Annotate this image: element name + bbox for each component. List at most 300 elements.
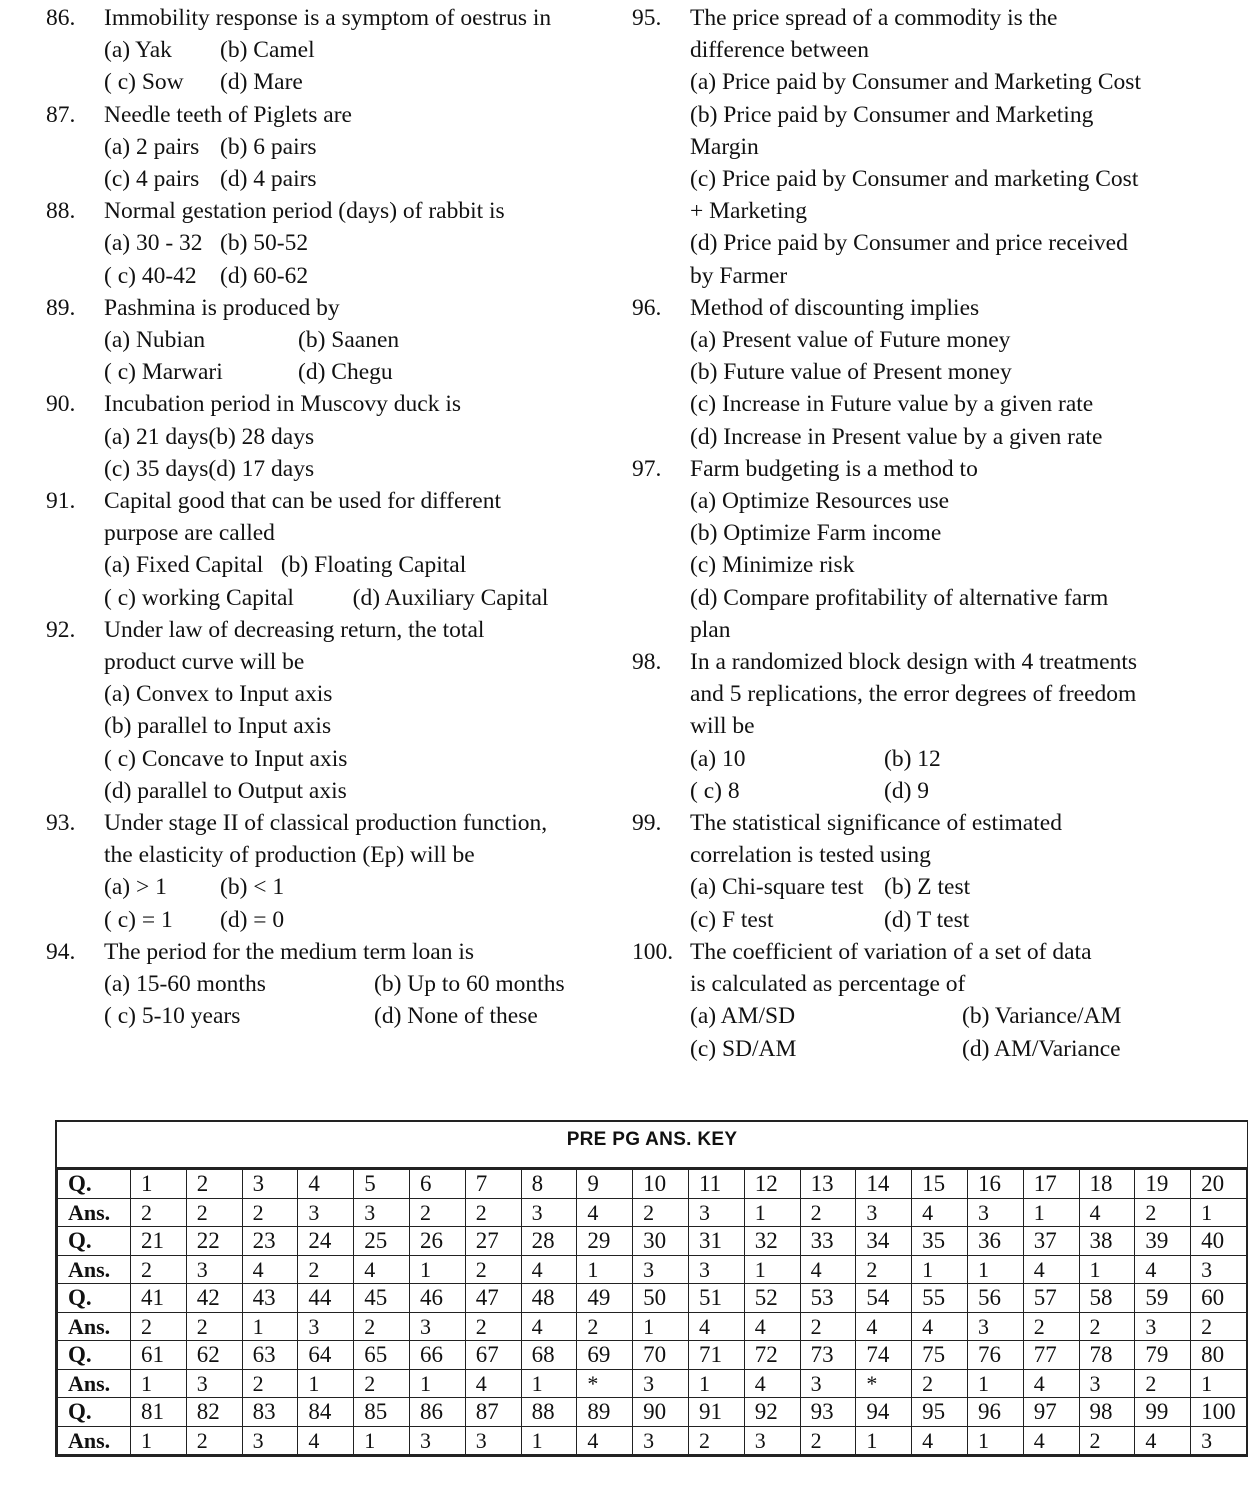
- answer-cell: 3: [298, 1312, 354, 1341]
- question-stem: Under law of decreasing return, the total: [104, 616, 485, 643]
- question-number-cell: 13: [800, 1170, 856, 1199]
- question-98: [632, 646, 1242, 807]
- option: (d) 4 pairs: [220, 166, 317, 193]
- answer-cell: 2: [1023, 1312, 1079, 1341]
- answer-cell: 1: [131, 1426, 187, 1455]
- answer-cell: 3: [744, 1426, 800, 1455]
- question-number-cell: 58: [1079, 1284, 1135, 1313]
- option: (b) 12: [884, 745, 941, 772]
- question-stem: The period for the medium term loan is: [104, 938, 475, 965]
- answer-cell: 3: [1191, 1255, 1247, 1284]
- option: (a) 2 pairs: [104, 133, 200, 160]
- option: (b) 6 pairs: [220, 133, 317, 160]
- option-list: [104, 678, 616, 807]
- answer-cell: 3: [856, 1198, 912, 1227]
- answer-cell: 1: [1079, 1255, 1135, 1284]
- answer-cell: 2: [186, 1312, 242, 1341]
- answer-cell: 4: [1079, 1198, 1135, 1227]
- question-99: [632, 807, 1242, 936]
- answer-cell: 3: [298, 1198, 354, 1227]
- question-number-cell: 64: [298, 1341, 354, 1370]
- question-number-cell: 40: [1191, 1227, 1247, 1256]
- answer-key-table: [55, 1120, 1248, 1457]
- option: by Farmer: [690, 262, 788, 289]
- answer-cell: 1: [577, 1255, 633, 1284]
- question-number-cell: 35: [912, 1227, 968, 1256]
- answer-cell: 3: [1079, 1369, 1135, 1398]
- question-86: [46, 2, 616, 99]
- question-number-cell: 67: [465, 1341, 521, 1370]
- question-stem: Normal gestation period (days) of rabbit is: [104, 198, 505, 225]
- question-stem: Immobility response is a symptom of oestrus in: [104, 5, 552, 31]
- answer-cell: 4: [1135, 1255, 1191, 1284]
- answer-cell: 2: [577, 1312, 633, 1341]
- option: (d) parallel to Output axis: [104, 777, 347, 804]
- question-100: [632, 936, 1242, 1065]
- question-number-cell: 77: [1023, 1341, 1079, 1370]
- question-number-cell: 63: [242, 1341, 298, 1370]
- answer-cell: 2: [465, 1198, 521, 1227]
- q-row-label: Q.: [58, 1341, 131, 1370]
- question-stem: product curve will be: [104, 649, 305, 676]
- question-number-cell: 81: [131, 1398, 187, 1427]
- answer-cell: 2: [186, 1198, 242, 1227]
- question-number: 89.: [46, 294, 76, 321]
- answer-cell: 2: [242, 1369, 298, 1398]
- question-92: [46, 614, 616, 807]
- question-number-cell: 17: [1023, 1170, 1079, 1199]
- answer-row: [58, 1198, 1247, 1227]
- question-number-cell: 70: [633, 1341, 689, 1370]
- option: (b) Price paid by Consumer and Marketing: [690, 101, 1094, 128]
- question-number-cell: 36: [967, 1227, 1023, 1256]
- question-89: [46, 292, 616, 389]
- question-stem: purpose are called: [104, 520, 275, 547]
- answer-cell: 3: [409, 1312, 465, 1341]
- question-number-cell: 98: [1079, 1398, 1135, 1427]
- question-number-cell: 18: [1079, 1170, 1135, 1199]
- question-number-cell: 27: [465, 1227, 521, 1256]
- answer-cell: 1: [521, 1369, 577, 1398]
- answer-cell: 3: [633, 1369, 689, 1398]
- option: (a) 15-60 months: [104, 971, 266, 998]
- question-number-cell: 79: [1135, 1341, 1191, 1370]
- q-row-label: Q.: [58, 1398, 131, 1427]
- question-number-cell: 10: [633, 1170, 689, 1199]
- option-list: [104, 871, 616, 935]
- answer-cell: 4: [465, 1369, 521, 1398]
- answer-cell: 4: [856, 1312, 912, 1341]
- answer-cell: 2: [800, 1198, 856, 1227]
- option-list: [690, 324, 1242, 453]
- option: (c) Price paid by Consumer and marketing Cost: [690, 166, 1139, 193]
- question-number-cell: 71: [688, 1341, 744, 1370]
- question-number-cell: 41: [131, 1284, 187, 1313]
- question-number-cell: 42: [186, 1284, 242, 1313]
- answer-cell: 2: [912, 1369, 968, 1398]
- question-number-cell: 78: [1079, 1341, 1135, 1370]
- question-number-cell: 50: [633, 1284, 689, 1313]
- question-number-cell: 55: [912, 1284, 968, 1313]
- question-number: 90.: [46, 391, 76, 418]
- question-number-cell: 43: [242, 1284, 298, 1313]
- question-number: 86.: [46, 5, 76, 31]
- question-number-cell: 85: [354, 1398, 410, 1427]
- answer-cell: 2: [1191, 1312, 1247, 1341]
- question-number: 96.: [632, 294, 662, 321]
- option: ( c) Marwari: [104, 359, 223, 386]
- question-stem: In a randomized block design with 4 treatments: [690, 649, 1138, 676]
- answer-cell: 2: [242, 1198, 298, 1227]
- question-number-cell: 3: [242, 1170, 298, 1199]
- answer-cell: 2: [354, 1369, 410, 1398]
- ans-row-label: Ans.: [58, 1255, 131, 1284]
- answer-cell: 3: [967, 1198, 1023, 1227]
- question-number-cell: 72: [744, 1341, 800, 1370]
- question-number-cell: 24: [298, 1227, 354, 1256]
- answer-cell: 3: [409, 1426, 465, 1455]
- answer-cell: 1: [131, 1369, 187, 1398]
- left-question-column: [46, 2, 616, 1033]
- question-number-cell: 33: [800, 1227, 856, 1256]
- answer-cell: 1: [967, 1255, 1023, 1284]
- answer-cell: 4: [800, 1255, 856, 1284]
- answer-cell: 1: [967, 1369, 1023, 1398]
- question-number-cell: 83: [242, 1398, 298, 1427]
- option: (d) 9: [884, 777, 930, 804]
- question-number-cell: 29: [577, 1227, 633, 1256]
- answer-cell: 1: [912, 1255, 968, 1284]
- option: (b) Up to 60 months: [374, 971, 565, 998]
- answer-cell: 2: [131, 1255, 187, 1284]
- option: (d) Compare profitability of alternative farm: [690, 584, 1109, 611]
- answer-cell: 3: [1191, 1426, 1247, 1455]
- question-number: 98.: [632, 649, 662, 676]
- answer-cell: 3: [465, 1426, 521, 1455]
- answer-cell: 1: [409, 1255, 465, 1284]
- question-number-cell: 66: [409, 1341, 465, 1370]
- question-number-cell: 68: [521, 1341, 577, 1370]
- question-number: 100.: [632, 938, 674, 965]
- option-list: [104, 131, 616, 195]
- option: (a) 30 - 32: [104, 230, 203, 257]
- option: ( c) Sow: [104, 69, 184, 96]
- answer-cell: 2: [465, 1255, 521, 1284]
- q-row-label: Q.: [58, 1227, 131, 1256]
- option-list: [104, 968, 616, 1032]
- question-number-cell: 12: [744, 1170, 800, 1199]
- option: ( c) Concave to Input axis: [104, 745, 348, 772]
- question-stem: Method of discounting implies: [690, 294, 980, 321]
- question-number: 92.: [46, 616, 76, 643]
- answer-cell: 4: [1023, 1255, 1079, 1284]
- question-number-row: [58, 1284, 1247, 1313]
- option: (a) Convex to Input axis: [104, 681, 333, 708]
- question-87: [46, 99, 616, 196]
- option-list: [104, 549, 616, 613]
- question-number-cell: 73: [800, 1341, 856, 1370]
- question-number-cell: 9: [577, 1170, 633, 1199]
- answer-cell: 2: [800, 1426, 856, 1455]
- question-stem: will be: [690, 713, 755, 740]
- answer-cell: 3: [521, 1198, 577, 1227]
- option: (a) Optimize Resources use: [690, 488, 950, 515]
- question-96: [632, 292, 1242, 453]
- question-stem: Pashmina is produced by: [104, 294, 340, 321]
- question-number-cell: 97: [1023, 1398, 1079, 1427]
- option: + Marketing: [690, 198, 808, 225]
- question-number-cell: 22: [186, 1227, 242, 1256]
- question-number-cell: 94: [856, 1398, 912, 1427]
- answer-cell: 4: [744, 1369, 800, 1398]
- question-number-cell: 39: [1135, 1227, 1191, 1256]
- option: (a) Present value of Future money: [690, 327, 1011, 354]
- option: (a) Yak: [104, 37, 172, 64]
- answer-cell: 3: [800, 1369, 856, 1398]
- question-number-row: [58, 1341, 1247, 1370]
- question-number-cell: 20: [1191, 1170, 1247, 1199]
- answer-cell: 1: [409, 1369, 465, 1398]
- question-stem: correlation is tested using: [690, 842, 931, 869]
- option: (a) Price paid by Consumer and Marketing Cost: [690, 69, 1141, 96]
- answer-cell: 1: [242, 1312, 298, 1341]
- answer-cell: 2: [1079, 1312, 1135, 1341]
- ans-row-label: Ans.: [58, 1426, 131, 1455]
- option: (b) 50-52: [220, 230, 309, 257]
- question-stem: The price spread of a commodity is the: [690, 5, 1058, 31]
- option: (a) Chi-square test: [690, 874, 864, 901]
- question-stem: The statistical significance of estimated: [690, 810, 1062, 837]
- answer-cell: 2: [354, 1312, 410, 1341]
- option: (b) Saanen: [298, 327, 400, 354]
- answer-cell: 4: [521, 1312, 577, 1341]
- question-number-cell: 5: [354, 1170, 410, 1199]
- answer-cell: 1: [967, 1426, 1023, 1455]
- question-stem: The coefficient of variation of a set of data: [690, 938, 1092, 965]
- option: (d) None of these: [374, 1003, 538, 1030]
- answer-cell: 2: [298, 1255, 354, 1284]
- option: ( c) working Capital (d) Auxiliary Capital: [104, 584, 549, 611]
- question-number-cell: 11: [688, 1170, 744, 1199]
- question-stem: Capital good that can be used for different: [104, 488, 501, 515]
- option: (b) < 1: [220, 874, 285, 901]
- option: ( c) 40-42: [104, 262, 197, 289]
- question-number-cell: 48: [521, 1284, 577, 1313]
- question-number-cell: 74: [856, 1341, 912, 1370]
- option: (a) AM/SD: [690, 1003, 796, 1030]
- question-number-cell: 34: [856, 1227, 912, 1256]
- question-number-cell: 96: [967, 1398, 1023, 1427]
- question-stem: Farm budgeting is a method to: [690, 455, 978, 482]
- option: ( c) 5-10 years: [104, 1003, 241, 1030]
- question-number-cell: 47: [465, 1284, 521, 1313]
- option: (a) 10: [690, 745, 746, 772]
- question-number-cell: 62: [186, 1341, 242, 1370]
- question-stem: the elasticity of production (Ep) will be: [104, 842, 475, 869]
- answer-cell: 4: [1135, 1426, 1191, 1455]
- question-number-row: [58, 1398, 1247, 1427]
- question-number-cell: 86: [409, 1398, 465, 1427]
- question-94: [46, 936, 616, 1033]
- question-number-cell: 26: [409, 1227, 465, 1256]
- question-number-cell: 95: [912, 1398, 968, 1427]
- option: (a) 21 days(b) 28 days: [104, 423, 315, 450]
- answer-cell: 4: [521, 1255, 577, 1284]
- question-number-cell: 7: [465, 1170, 521, 1199]
- answer-cell: 4: [912, 1426, 968, 1455]
- question-stem: and 5 replications, the error degrees of freedom: [690, 681, 1137, 708]
- answer-cell: 1: [856, 1426, 912, 1455]
- ans-row-label: Ans.: [58, 1369, 131, 1398]
- question-number-cell: 51: [688, 1284, 744, 1313]
- answer-cell: 1: [1023, 1198, 1079, 1227]
- question-number-cell: 91: [688, 1398, 744, 1427]
- answer-cell: 3: [186, 1255, 242, 1284]
- option-list: [690, 871, 1242, 935]
- answer-cell: 2: [1079, 1426, 1135, 1455]
- option: Margin: [690, 133, 759, 160]
- question-number-cell: 8: [521, 1170, 577, 1199]
- answer-cell: 4: [577, 1198, 633, 1227]
- question-number: 99.: [632, 810, 662, 837]
- answer-cell: 2: [186, 1426, 242, 1455]
- question-number-cell: 53: [800, 1284, 856, 1313]
- question-number-cell: 25: [354, 1227, 410, 1256]
- answer-cell: 1: [354, 1426, 410, 1455]
- answer-key-grid: [57, 1169, 1247, 1455]
- question-number: 95.: [632, 5, 662, 31]
- option: ( c) = 1: [104, 906, 173, 933]
- answer-cell: 3: [354, 1198, 410, 1227]
- option-list: [690, 485, 1242, 646]
- option: (c) Increase in Future value by a given rate: [690, 391, 1094, 418]
- option: (a) > 1: [104, 874, 167, 901]
- option: (d) AM/Variance: [962, 1035, 1121, 1062]
- question-number-cell: 59: [1135, 1284, 1191, 1313]
- answer-cell: 2: [800, 1312, 856, 1341]
- question-stem: difference between: [690, 37, 869, 64]
- answer-cell: 3: [242, 1426, 298, 1455]
- question-number-cell: 76: [967, 1341, 1023, 1370]
- answer-cell: 4: [1023, 1426, 1079, 1455]
- question-number: 88.: [46, 198, 76, 225]
- option: (d) Price paid by Consumer and price received: [690, 230, 1128, 257]
- answer-cell: 2: [633, 1198, 689, 1227]
- question-number-cell: 28: [521, 1227, 577, 1256]
- option: plan: [690, 616, 731, 643]
- answer-cell: *: [577, 1369, 633, 1398]
- question-90: [46, 388, 616, 485]
- answer-cell: 3: [967, 1312, 1023, 1341]
- question-number-cell: 60: [1191, 1284, 1247, 1313]
- question-number-cell: 30: [633, 1227, 689, 1256]
- option: (b) Optimize Farm income: [690, 520, 942, 547]
- answer-cell: 3: [1135, 1312, 1191, 1341]
- question-number-cell: 6: [409, 1170, 465, 1199]
- option: (a) Fixed Capital (b) Floating Capital: [104, 552, 467, 579]
- option: (d) Increase in Present value by a given rate: [690, 423, 1103, 450]
- answer-cell: 4: [912, 1198, 968, 1227]
- question-number-cell: 37: [1023, 1227, 1079, 1256]
- answer-cell: 1: [298, 1369, 354, 1398]
- question-stem: Incubation period in Muscovy duck is: [104, 391, 462, 418]
- option: (d) T test: [884, 906, 970, 933]
- question-number-cell: 92: [744, 1398, 800, 1427]
- answer-cell: 4: [577, 1426, 633, 1455]
- answer-cell: 2: [465, 1312, 521, 1341]
- question-number-cell: 19: [1135, 1170, 1191, 1199]
- question-number-cell: 52: [744, 1284, 800, 1313]
- question-number-cell: 4: [298, 1170, 354, 1199]
- answer-row: [58, 1312, 1247, 1341]
- question-number: 91.: [46, 488, 76, 515]
- answer-cell: 4: [1023, 1369, 1079, 1398]
- option: ( c) 8: [690, 777, 740, 804]
- question-number-row: [58, 1170, 1247, 1199]
- option: (b) Z test: [884, 874, 971, 901]
- question-number-cell: 88: [521, 1398, 577, 1427]
- answer-cell: 4: [298, 1426, 354, 1455]
- answer-row: [58, 1369, 1247, 1398]
- answer-cell: 3: [633, 1255, 689, 1284]
- question-number-cell: 89: [577, 1398, 633, 1427]
- question-number: 93.: [46, 810, 76, 837]
- answer-cell: 2: [1135, 1369, 1191, 1398]
- option: (a) Nubian: [104, 327, 206, 354]
- option: (c) 35 days(d) 17 days: [104, 455, 315, 482]
- question-88: [46, 195, 616, 292]
- question-stem: Under stage II of classical production function,: [104, 810, 548, 837]
- option: (d) 60-62: [220, 262, 309, 289]
- option: (d) = 0: [220, 906, 285, 933]
- question-number: 97.: [632, 455, 662, 482]
- question-number-cell: 49: [577, 1284, 633, 1313]
- question-number-cell: 75: [912, 1341, 968, 1370]
- question-number-cell: 23: [242, 1227, 298, 1256]
- question-number-cell: 100: [1191, 1398, 1247, 1427]
- question-number-cell: 57: [1023, 1284, 1079, 1313]
- answer-cell: 1: [688, 1369, 744, 1398]
- question-number-cell: 87: [465, 1398, 521, 1427]
- question-number-cell: 32: [744, 1227, 800, 1256]
- right-question-column: [632, 2, 1242, 1065]
- option-list: [104, 324, 616, 388]
- answer-cell: 4: [354, 1255, 410, 1284]
- answer-row: [58, 1255, 1247, 1284]
- answer-cell: 4: [744, 1312, 800, 1341]
- option-list: [690, 66, 1242, 291]
- answer-cell: 3: [633, 1426, 689, 1455]
- answer-cell: 2: [1135, 1198, 1191, 1227]
- answer-cell: 3: [688, 1198, 744, 1227]
- question-stem: Needle teeth of Piglets are: [104, 101, 352, 128]
- question-number-cell: 14: [856, 1170, 912, 1199]
- q-row-label: Q.: [58, 1284, 131, 1313]
- answer-cell: 2: [131, 1198, 187, 1227]
- question-number-cell: 56: [967, 1284, 1023, 1313]
- question-number-cell: 82: [186, 1398, 242, 1427]
- question-number-cell: 61: [131, 1341, 187, 1370]
- question-number-cell: 38: [1079, 1227, 1135, 1256]
- question-number-cell: 99: [1135, 1398, 1191, 1427]
- question-number-row: [58, 1227, 1247, 1256]
- question-number-cell: 84: [298, 1398, 354, 1427]
- answer-cell: 1: [521, 1426, 577, 1455]
- answer-cell: *: [856, 1369, 912, 1398]
- question-number-cell: 1: [131, 1170, 187, 1199]
- question-number-cell: 45: [354, 1284, 410, 1313]
- option: (b) Variance/AM: [962, 1003, 1122, 1030]
